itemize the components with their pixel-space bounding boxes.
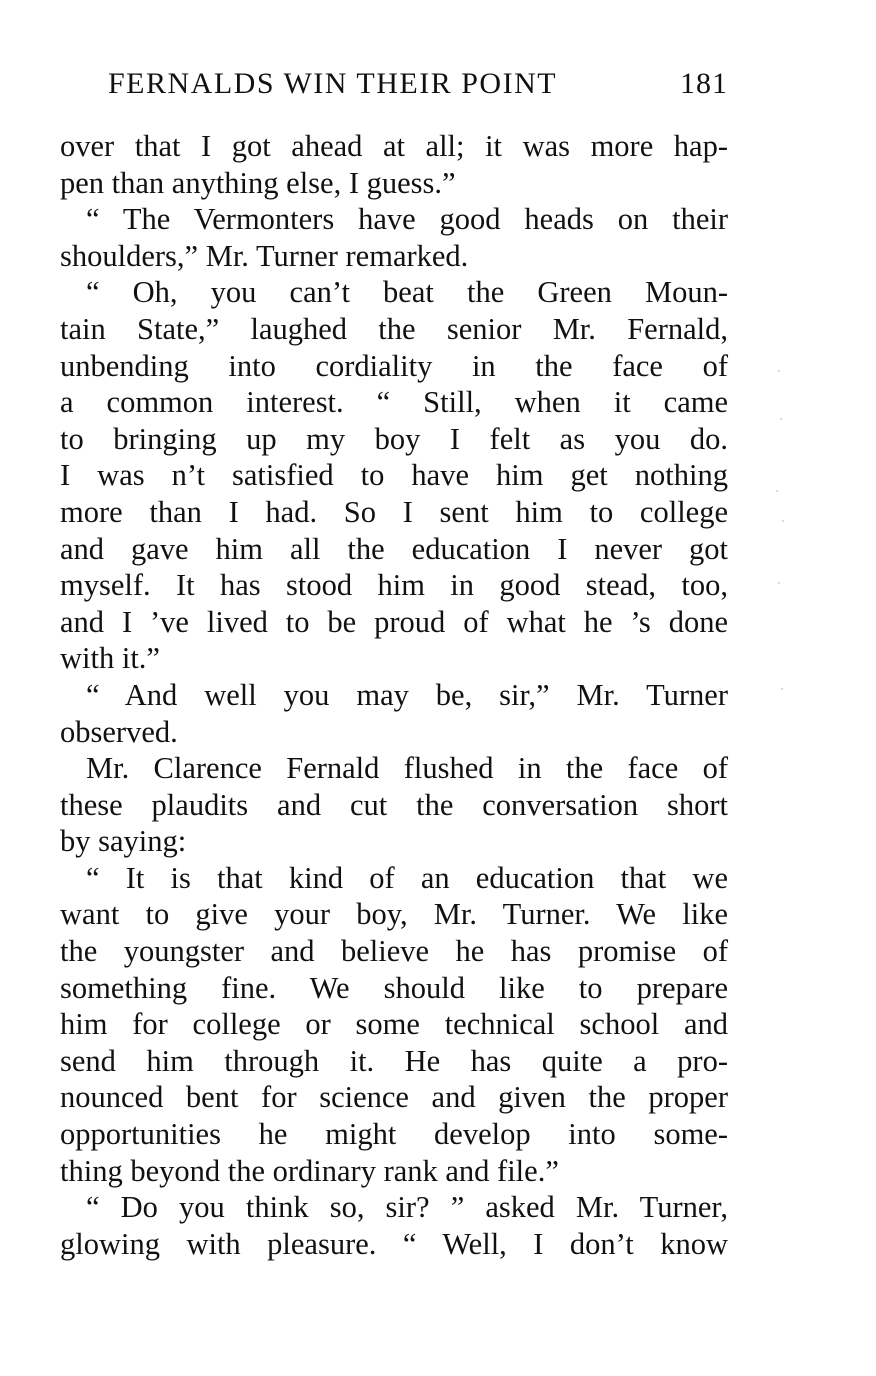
text-line: the youngster and believe he has promise of: [60, 934, 728, 969]
paper-speck: [778, 370, 780, 372]
running-head: [108, 64, 728, 104]
text-line: and I ’ve lived to be proud of what he ’s done: [60, 604, 728, 639]
text-line: him for college or some technical school and: [60, 1007, 728, 1042]
text-line: with it.”: [60, 641, 160, 676]
text-line: over that I got ahead at all; it was more hap-: [60, 129, 728, 163]
text-line: nounced bent for science and given the proper: [60, 1080, 728, 1115]
text-line: Mr. Clarence Fernald flushed in the face of: [86, 751, 728, 786]
paper-specks: [772, 370, 792, 710]
text-line: “ Oh, you can’t beat the Green Moun-: [86, 275, 728, 310]
text-line: tain State,” laughed the senior Mr. Fernald,: [60, 311, 728, 346]
text-line: to bringing up my boy I felt as you do.: [60, 421, 728, 456]
text-line: “ It is that kind of an education that we: [86, 860, 728, 895]
text-line: I was n’t satisfied to have him get nothing: [60, 458, 728, 493]
text-line: opportunities he might develop into some-: [60, 1117, 728, 1152]
paper-speck: [780, 418, 782, 420]
paper-speck: [781, 688, 783, 690]
text-line: “ The Vermonters have good heads on their: [86, 202, 728, 237]
text-line: pen than anything else, I guess.”: [60, 165, 456, 200]
text-line: thing beyond the ordinary rank and file.”: [60, 1153, 559, 1188]
body-text: [60, 128, 728, 1262]
text-line: by saying:: [60, 824, 187, 859]
text-line: send him through it. He has quite a pro-: [60, 1043, 728, 1078]
text-line: something fine. We should like to prepare: [60, 970, 728, 1005]
text-line: more than I had. So I sent him to college: [60, 494, 728, 529]
running-head-title: FERNALDS WIN THEIR POINT: [108, 67, 558, 100]
text-line: “ Do you think so, sir? ” asked Mr. Turner,: [86, 1190, 728, 1225]
page-number: 181: [680, 67, 728, 100]
paper-speck: [776, 490, 778, 492]
paper-speck: [778, 582, 780, 584]
text-line: “ And well you may be, sir,” Mr. Turner: [86, 677, 728, 712]
text-line: these plaudits and cut the conversation short: [60, 787, 728, 822]
text-line: and gave him all the education I never got: [60, 531, 728, 566]
text-line: observed.: [60, 714, 178, 749]
paper-speck: [782, 520, 784, 522]
text-line: shoulders,” Mr. Turner remarked.: [60, 238, 469, 273]
text-line: glowing with pleasure. “ Well, I don’t know: [60, 1226, 728, 1261]
text-line: a common interest. “ Still, when it came: [60, 385, 728, 420]
text-line: want to give your boy, Mr. Turner. We like: [60, 897, 728, 932]
text-line: unbending into cordiality in the face of: [60, 348, 728, 383]
text-line: myself. It has stood him in good stead, too,: [60, 568, 728, 603]
